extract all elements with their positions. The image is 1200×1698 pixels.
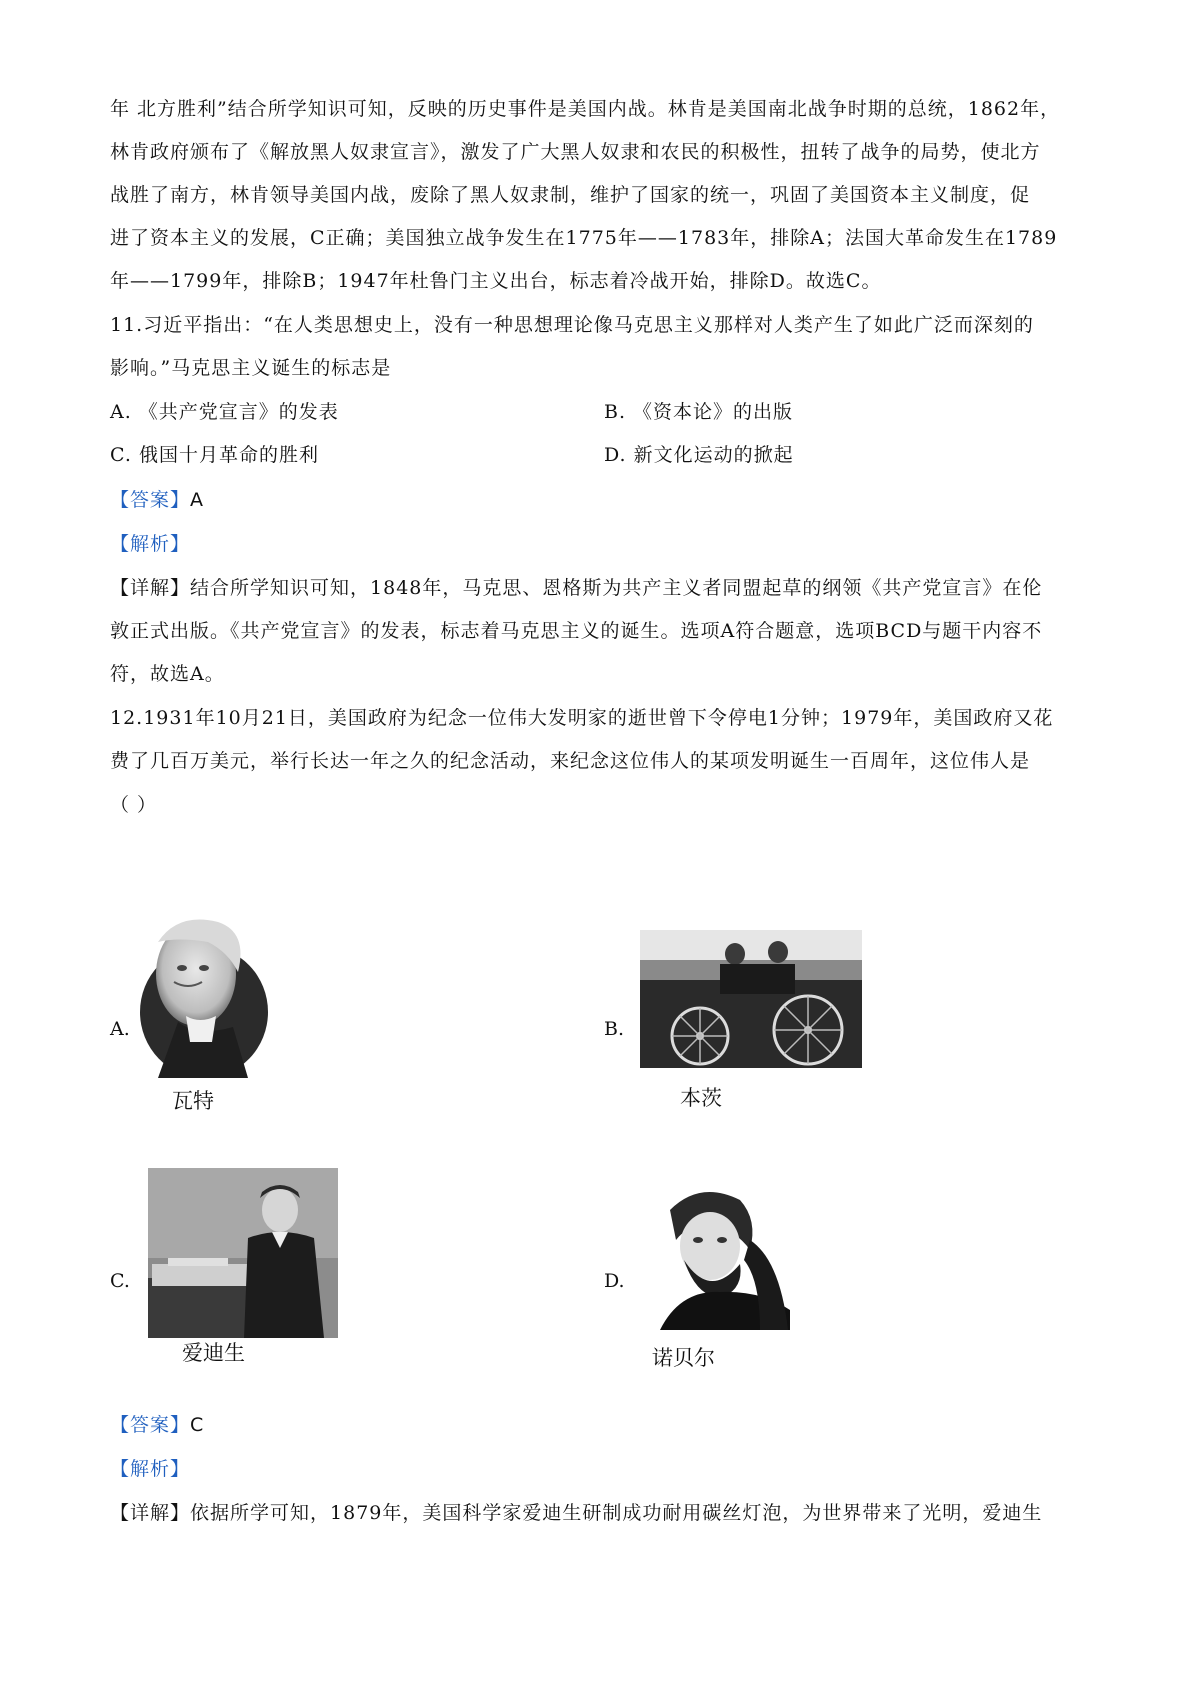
portrait-edison-icon <box>148 1168 338 1338</box>
intro-line-3: 战胜了南方，林肯领导美国内战，废除了黑人奴隶制，维护了国家的统一，巩固了美国资本主义制度，促 <box>110 184 1031 206</box>
q11-option-a: A. 《共产党宣言》的发表 <box>110 401 339 423</box>
q11-stem-line-1: 11.习近平指出：“在人类思想史上，没有一种思想理论像马克思主义那样对人类产生了如此广泛而深刻的 <box>110 314 1034 336</box>
intro-line-4: 进了资本主义的发展，C正确；美国独立战争发生在1775年——1783年，排除A；法国大革命发生在1789 <box>110 227 1058 249</box>
q11-stem-line-2: 影响。”马克思主义诞生的标志是 <box>110 357 392 379</box>
q11-answer-value: A <box>190 489 205 511</box>
q11-option-d: D. 新文化运动的掀起 <box>604 444 794 466</box>
portrait-watt-icon <box>138 912 270 1082</box>
q11-option-c: C. 俄国十月革命的胜利 <box>110 444 319 466</box>
q11-detail-text-1: 结合所学知识可知，1848年，马克思、恩格斯为共产主义者同盟起草的纲领《共产党宣言》在伦 <box>190 577 1043 599</box>
q12-option-b-letter: B. <box>604 1018 625 1040</box>
q12-stem-line-2: 费了几百万美元，举行长达一年之久的纪念活动，来纪念这位伟人的某项发明诞生一百周年，这位伟人是 <box>110 750 1031 772</box>
q11-answer-row <box>110 479 204 522</box>
answer-tag: 【答案】 <box>110 1414 191 1436</box>
q12-option-a-caption: 瓦特 <box>172 1089 214 1113</box>
intro-line-5: 年——1799年，排除B；1947年杜鲁门主义出台，标志着冷战开始，排除D。故选C。 <box>110 270 882 292</box>
q12-detail-text-1: 依据所学可知，1879年，美国科学家爱迪生研制成功耐用碳丝灯泡，为世界带来了光明，爱迪生 <box>190 1502 1043 1524</box>
analysis-tag: 【解析】 <box>110 533 191 555</box>
q12-analysis-row <box>110 1448 190 1491</box>
q12-answer-value: C <box>190 1414 205 1436</box>
detail-tag: 【详解】 <box>110 577 191 599</box>
intro-line-2: 林肯政府颁布了《解放黑人奴隶宣言》，激发了广大黑人奴隶和农民的积极性，扭转了战争的局势，使北方 <box>110 141 1041 163</box>
q12-option-b-caption: 本茨 <box>680 1086 722 1110</box>
q11-detail-line-3: 符，故选A。 <box>110 663 225 685</box>
analysis-tag: 【解析】 <box>110 1458 191 1480</box>
q12-stem-line-3: （ ） <box>110 794 158 816</box>
carriage-benz-icon <box>640 930 862 1068</box>
q11-analysis-row <box>110 523 190 566</box>
q12-option-a-letter: A. <box>110 1018 130 1040</box>
intro-line-1: 年 北方胜利”结合所学知识可知，反映的历史事件是美国内战。林肯是美国南北战争时期的总统，1862年， <box>110 98 1061 120</box>
q12-option-d-letter: D. <box>604 1270 625 1292</box>
answer-tag: 【答案】 <box>110 489 191 511</box>
q12-option-d-caption: 诺贝尔 <box>652 1346 715 1370</box>
q12-stem-line-1: 12.1931年10月21日，美国政府为纪念一位伟大发明家的逝世曾下令停电1分钟；1979年，美国政府又花 <box>110 707 1054 729</box>
q12-option-c-letter: C. <box>110 1270 130 1292</box>
q11-detail-line-2: 敦正式出版。《共产党宣言》的发表，标志着马克思主义的诞生。选项A符合题意，选项BCD与题干内容不 <box>110 620 1043 642</box>
q11-option-b: B. 《资本论》的出版 <box>604 401 794 423</box>
portrait-nobel-icon <box>640 1180 790 1330</box>
q12-option-c-caption: 爱迪生 <box>182 1341 245 1365</box>
q12-answer-row <box>110 1404 204 1447</box>
q12-detail-line-1 <box>110 1492 1042 1535</box>
detail-tag: 【详解】 <box>110 1502 191 1524</box>
q11-detail-line-1 <box>110 567 1042 610</box>
